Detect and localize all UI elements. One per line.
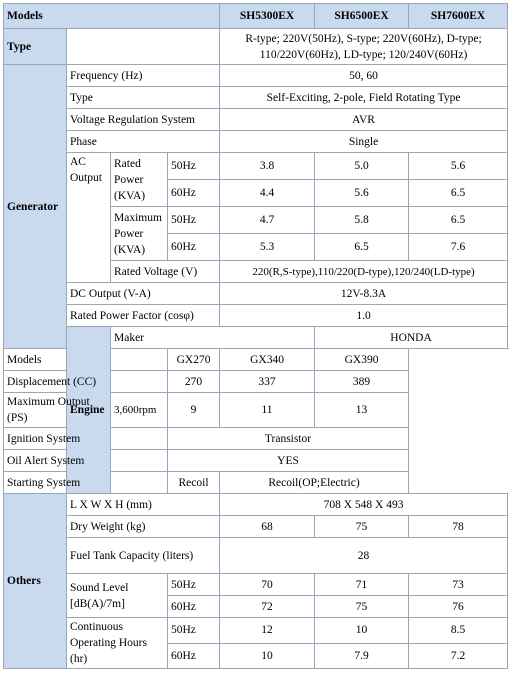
value-cell: Recoil(OP;Electric) — [220, 472, 409, 494]
row-label: Rated Power Factor (cosφ) — [67, 305, 220, 327]
row-value: Transistor — [168, 428, 409, 450]
value-cell: 9 — [168, 393, 220, 428]
value-cell: GX390 — [315, 349, 409, 371]
row-label: Starting System — [4, 472, 168, 494]
freq-label: 60Hz — [168, 596, 220, 618]
value-cell: 7.9 — [315, 643, 409, 669]
value-cell: 389 — [315, 371, 409, 393]
value-cell: GX270 — [168, 349, 220, 371]
row-value: Self-Exciting, 2-pole, Field Rotating Type — [220, 87, 508, 109]
maker-row — [4, 327, 508, 349]
starting-row — [4, 472, 508, 494]
value-cell: 73 — [409, 574, 508, 596]
row-value: HONDA — [315, 327, 508, 349]
value-cell: 6.5 — [409, 207, 508, 234]
value-cell: 7.2 — [409, 643, 508, 669]
row-label: Fuel Tank Capacity (liters) — [67, 538, 220, 574]
section-type: Type — [4, 29, 67, 65]
value-cell: 10 — [315, 618, 409, 644]
ignition-row — [4, 428, 508, 450]
row-value: 12V-8.3A — [220, 283, 508, 305]
freq-label: 50Hz — [168, 207, 220, 234]
row-label: Dry Weight (kg) — [67, 516, 220, 538]
row-label: Type — [67, 87, 220, 109]
value-cell: 78 — [409, 516, 508, 538]
value-cell: 11 — [220, 393, 315, 428]
row-label: Displacement (CC) — [4, 371, 168, 393]
freq-label: 50Hz — [168, 574, 220, 596]
row-label: Oil Alert System — [4, 450, 168, 472]
rated-power-50-row — [4, 153, 508, 180]
row-label: Frequency (Hz) — [67, 65, 220, 87]
phase-row — [4, 131, 508, 153]
row-label: Phase — [67, 131, 220, 153]
row-label: Ignition System — [4, 428, 168, 450]
section-engine: Engine — [67, 327, 111, 494]
ac-output-label: AC Output — [67, 153, 111, 283]
row-value: 708 X 548 X 493 — [220, 494, 508, 516]
freq-label: 60Hz — [168, 234, 220, 261]
value-cell: 10 — [220, 643, 315, 669]
models-label: Models — [4, 4, 220, 29]
header-row — [4, 4, 508, 29]
operating-hours-label: Continuous Operating Hours (hr) — [67, 618, 168, 669]
sound-50-row — [4, 574, 508, 596]
row-value: YES — [168, 450, 409, 472]
freq-label: 50Hz — [168, 153, 220, 180]
value-cell: 6.5 — [409, 180, 508, 207]
freq-label: 60Hz — [168, 180, 220, 207]
type-row — [4, 29, 508, 65]
model-name: SH7600EX — [409, 4, 508, 29]
row-label: Maximum Output (PS) — [4, 393, 111, 428]
row-value: Single — [220, 131, 508, 153]
value-cell: 5.8 — [315, 207, 409, 234]
row-label: Maker — [111, 327, 315, 349]
section-generator: Generator — [4, 65, 67, 349]
value-cell: 6.5 — [315, 234, 409, 261]
type-value: R-type; 220V(50Hz), S-type; 220V(60Hz), D-type; 110/220V(60Hz), LD-type; 120/240V(60Hz) — [220, 29, 508, 65]
voltage-regulation-row — [4, 109, 508, 131]
value-cell: Recoil — [168, 472, 220, 494]
rpm-label: 3,600rpm — [111, 393, 168, 428]
row-label: Models — [4, 349, 168, 371]
value-cell: 13 — [315, 393, 409, 428]
value-cell: 72 — [220, 596, 315, 618]
displacement-row — [4, 371, 508, 393]
fuel-tank-row — [4, 538, 508, 574]
value-cell: 337 — [220, 371, 315, 393]
oil-alert-row — [4, 450, 508, 472]
value-cell: 76 — [409, 596, 508, 618]
value-cell: 71 — [315, 574, 409, 596]
value-cell: 5.6 — [409, 153, 508, 180]
rated-voltage-value: 220(R,S-type),110/220(D-type),120/240(LD-type) — [220, 261, 508, 283]
model-name: SH6500EX — [315, 4, 409, 29]
value-cell: 75 — [315, 596, 409, 618]
value-cell: 4.4 — [220, 180, 315, 207]
gen-type-row — [4, 87, 508, 109]
dry-weight-row — [4, 516, 508, 538]
model-name: SH5300EX — [220, 4, 315, 29]
value-cell: 5.0 — [315, 153, 409, 180]
dc-output-row — [4, 283, 508, 305]
value-cell: 68 — [220, 516, 315, 538]
section-others: Others — [4, 494, 67, 669]
value-cell: GX340 — [220, 349, 315, 371]
row-value: 1.0 — [220, 305, 508, 327]
value-cell: 7.6 — [409, 234, 508, 261]
row-label: L X W X H (mm) — [67, 494, 220, 516]
row-label: Voltage Regulation System — [67, 109, 220, 131]
value-cell: 12 — [220, 618, 315, 644]
value-cell: 270 — [168, 371, 220, 393]
value-cell: 70 — [220, 574, 315, 596]
value-cell: 5.3 — [220, 234, 315, 261]
maximum-power-label: Maximum Power (KVA) — [111, 207, 168, 261]
spec-table — [3, 3, 508, 669]
row-value: 28 — [220, 538, 508, 574]
freq-label: 60Hz — [168, 643, 220, 669]
freq-label: 50Hz — [168, 618, 220, 644]
engine-models-row — [4, 349, 508, 371]
value-cell: 3.8 — [220, 153, 315, 180]
row-value: 50, 60 — [220, 65, 508, 87]
dimensions-row — [4, 494, 508, 516]
value-cell: 4.7 — [220, 207, 315, 234]
row-value: AVR — [220, 109, 508, 131]
row-label: DC Output (V-A) — [67, 283, 220, 305]
sound-level-label: Sound Level [dB(A)/7m] — [67, 574, 168, 618]
hours-50-row — [4, 618, 508, 644]
value-cell: 8.5 — [409, 618, 508, 644]
rated-voltage-label: Rated Voltage (V) — [111, 261, 220, 283]
value-cell: 75 — [315, 516, 409, 538]
power-factor-row — [4, 305, 508, 327]
rated-power-label: Rated Power (KVA) — [111, 153, 168, 207]
frequency-row — [4, 65, 508, 87]
value-cell: 5.6 — [315, 180, 409, 207]
